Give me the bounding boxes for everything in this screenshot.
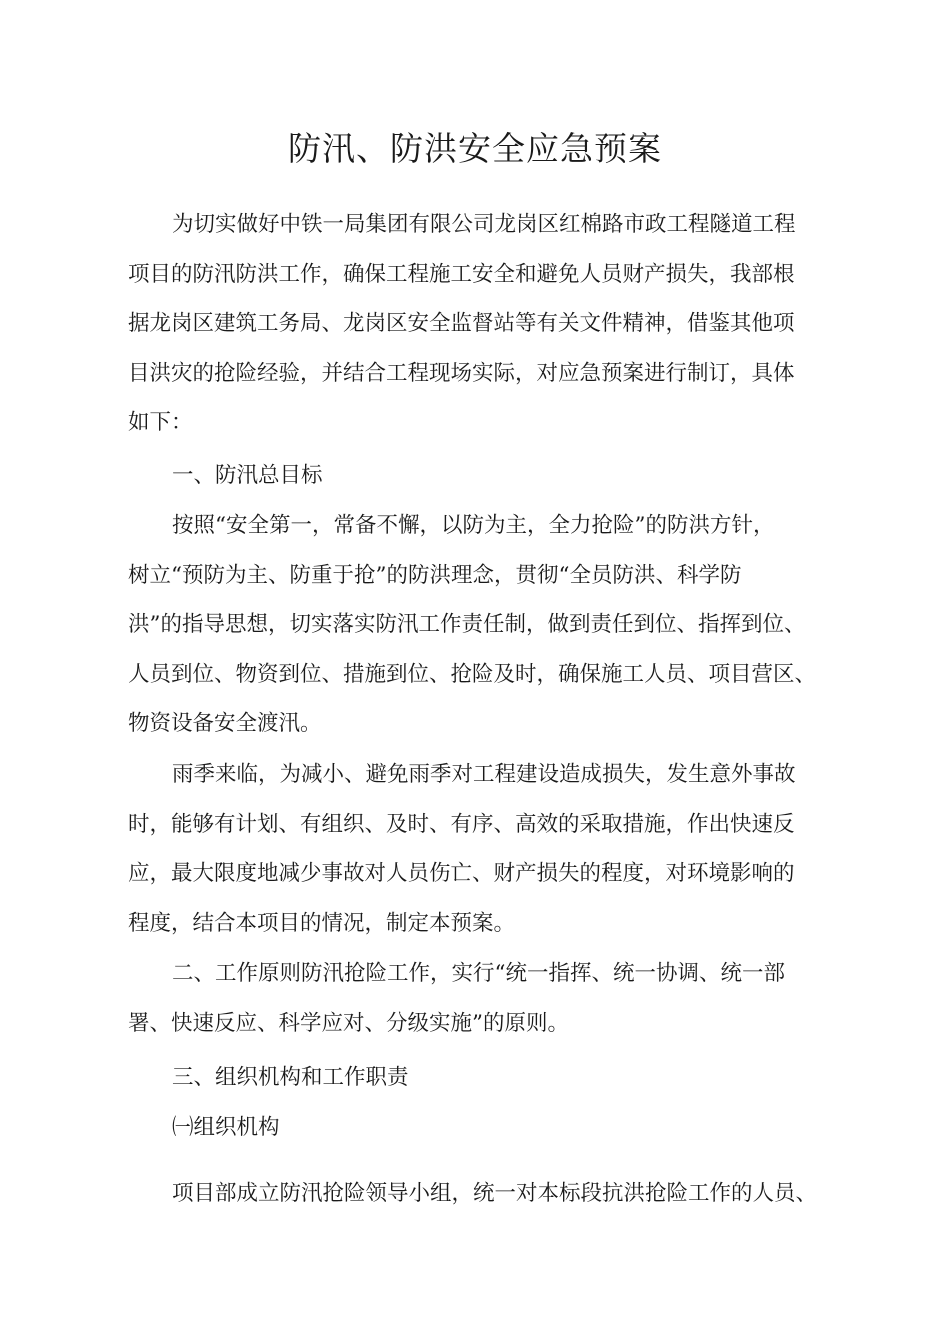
text-line: 时，能够有计划、有组织、及时、有序、高效的采取措施，作出快速反	[128, 811, 795, 837]
paragraph-intro	[128, 200, 838, 448]
text-line: 目洪灾的抢险经验，并结合工程现场实际，对应急预案进行制订，具体	[128, 360, 795, 386]
text-line: 项目部成立防汛抢险领导小组，统一对本标段抗洪抢险工作的人员、	[172, 1181, 818, 1206]
text-line: 树立“预防为主、防重于抢”的防洪理念，贯彻“全员防洪、科学防	[128, 562, 742, 588]
text-line: 如下：	[128, 410, 193, 436]
text-line: 二、工作原则防汛抢险工作，实行“统一指挥、统一协调、统一部	[172, 961, 785, 986]
page-title: 防汛、防洪安全应急预案	[288, 129, 662, 168]
text-line: 据龙岗区建筑工务局、龙岗区安全监督站等有关文件精神，借鉴其他项	[128, 311, 795, 337]
section-heading-text: 一、防汛总目标	[172, 463, 323, 488]
subsection-heading-text: ㈠组织机构	[172, 1115, 280, 1140]
section-heading-1	[128, 451, 838, 501]
paragraph-section-3	[128, 1169, 838, 1219]
paragraph-section-1	[128, 501, 838, 749]
text-line: 物资设备安全渡汛。	[128, 711, 322, 737]
paragraph-section-2	[128, 949, 838, 1048]
text-line: 为切实做好中铁一局集团有限公司龙岗区红棉路市政工程隧道工程	[172, 212, 796, 237]
text-line: 程度，结合本项目的情况，制定本预案。	[128, 910, 516, 936]
subsection-heading-3-1	[128, 1103, 838, 1153]
section-heading-3	[128, 1053, 838, 1103]
text-line: 署、快速反应、科学应对、分级实施”的原则。	[128, 1010, 569, 1036]
text-line: 洪”的指导思想，切实落实防汛工作责任制，做到责任到位、指挥到位、	[128, 612, 806, 638]
paragraph-section-1-b	[128, 750, 838, 948]
text-line: 项目的防汛防洪工作，确保工程施工安全和避免人员财产损失，我部根	[128, 261, 795, 287]
section-heading-text: 三、组织机构和工作职责	[172, 1065, 409, 1090]
text-line: 雨季来临，为减小、避免雨季对工程建设造成损失，发生意外事故	[172, 762, 796, 787]
text-line: 应，最大限度地减少事故对人员伤亡、财产损失的程度，对环境影响的	[128, 861, 795, 887]
text-line: 按照“安全第一，常备不懈，以防为主，全力抢险”的防洪方针，	[172, 513, 775, 538]
text-line: 人员到位、物资到位、措施到位、抢险及时，确保施工人员、项目营区、	[128, 661, 817, 687]
